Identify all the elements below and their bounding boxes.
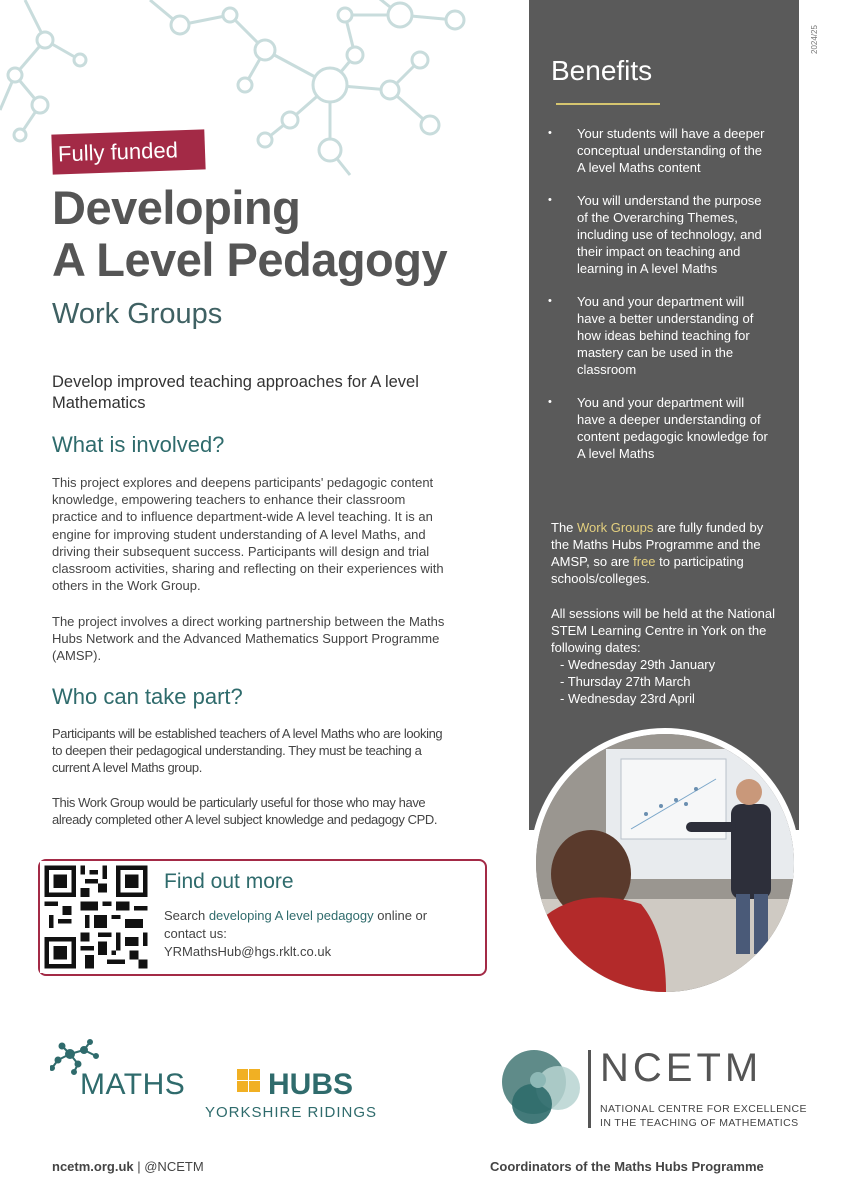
what-is-involved-para-1: This project explores and deepens participants' pedagogic content knowledge, empowering teachers to enhance their classroom practice and to influence department-wide A level teaching. It is an engine for improving student understanding of A level Maths, and driving their subsequent success. Participants will design and trial classroom activities, sharing and reflecting on their experiences with others in the Work Group. [52, 475, 444, 594]
site-link[interactable]: ncetm.org.uk [52, 1159, 134, 1174]
find-out-more-heading: Find out more [164, 870, 294, 893]
contact-email[interactable]: YRMathsHub@hgs.rklt.co.uk [164, 944, 332, 959]
intro-lead: Develop improved teaching approaches for A level Mathematics [52, 373, 419, 412]
what-is-involved-para-2: The project involves a direct working partnership between the Maths Hubs Network and the Advanced Mathematics Support Programme (AMSP). [52, 614, 445, 664]
maths-hubs-logo-region: YORKSHIRE RIDINGS [205, 1104, 378, 1121]
page-title-line-1: Developing [52, 181, 301, 234]
ncetm-logo-line-2: IN THE TEACHING OF MATHEMATICS [600, 1117, 799, 1129]
who-can-take-part-para-1: Participants will be established teachers of A level Maths who are looking to deepen their pedagogical understanding. They must be teaching a current A level Maths group. [52, 726, 443, 776]
session-date: - Wednesday 23rd April [560, 691, 695, 706]
sessions-info [551, 605, 776, 707]
free-highlight: free [633, 554, 656, 569]
page-title-line-2: A Level Pedagogy [52, 233, 448, 286]
session-date: - Wednesday 29th January [560, 657, 716, 672]
year-tag-text: 2024/25 [810, 25, 819, 54]
classroom-photo-illustration [536, 734, 794, 992]
search-term-link[interactable]: developing A level pedagogy [208, 908, 374, 923]
ncetm-logo-text: NCETM [600, 1046, 763, 1090]
fully-funded-badge: Fully funded [51, 129, 205, 174]
benefits-list [548, 125, 768, 478]
footer-coordinators: Coordinators of the Maths Hubs Programme [490, 1159, 764, 1174]
ncetm-logo-mark [492, 1046, 592, 1130]
ncetm-logo-divider [588, 1050, 591, 1128]
ncetm-logo-line-1: NATIONAL CENTRE FOR EXCELLENCE [600, 1103, 807, 1115]
work-groups-highlight: Work Groups [577, 520, 654, 535]
page-title [52, 182, 522, 286]
qr-code[interactable] [40, 861, 152, 973]
session-date: - Thursday 27th March [560, 674, 691, 689]
classroom-photo [530, 728, 800, 998]
funding-text: The Work Groups are fully funded by the Maths Hubs Programme and the AMSP, so are free to participating schools/colleges. [551, 520, 764, 586]
who-can-take-part-heading: Who can take part? [52, 684, 243, 709]
social-handle[interactable]: @NCETM [144, 1159, 204, 1174]
benefits-divider [556, 103, 660, 105]
benefits-heading: Benefits [551, 55, 653, 86]
search-instruction: Search developing A level pedagogy online or contact us: [164, 908, 428, 941]
benefit-item: • Your students will have a deeper conceptual understanding of the A level Maths content [548, 125, 768, 176]
find-out-more-text [164, 907, 464, 961]
benefit-item: • You and your department will have a better understanding of how ideas behind teaching for mastery can be used in the classroom [548, 293, 768, 378]
page-subtitle: Work Groups [52, 298, 223, 330]
year-tag [807, 14, 821, 54]
benefit-item: • You and your department will have a deeper understanding of content pedagogic knowledge for A level Maths [548, 394, 768, 462]
benefit-item: • You will understand the purpose of the Overarching Themes, including use of technology, and their impact on teaching and learning in A level Maths [548, 192, 768, 277]
footer-links: ncetm.org.uk | @NCETM [52, 1159, 204, 1174]
maths-hubs-logo-maths: MATHS [80, 1068, 186, 1101]
who-can-take-part-para-2: This Work Group would be particularly useful for those who may have already completed other A level subject knowledge and pedagogy CPD. [52, 795, 438, 828]
maths-hubs-logo-hubs: HUBS [268, 1068, 354, 1101]
what-is-involved-heading: What is involved? [52, 432, 225, 457]
sessions-intro: All sessions will be held at the National STEM Learning Centre in York on the following dates: [551, 606, 776, 655]
session-dates [551, 656, 776, 707]
